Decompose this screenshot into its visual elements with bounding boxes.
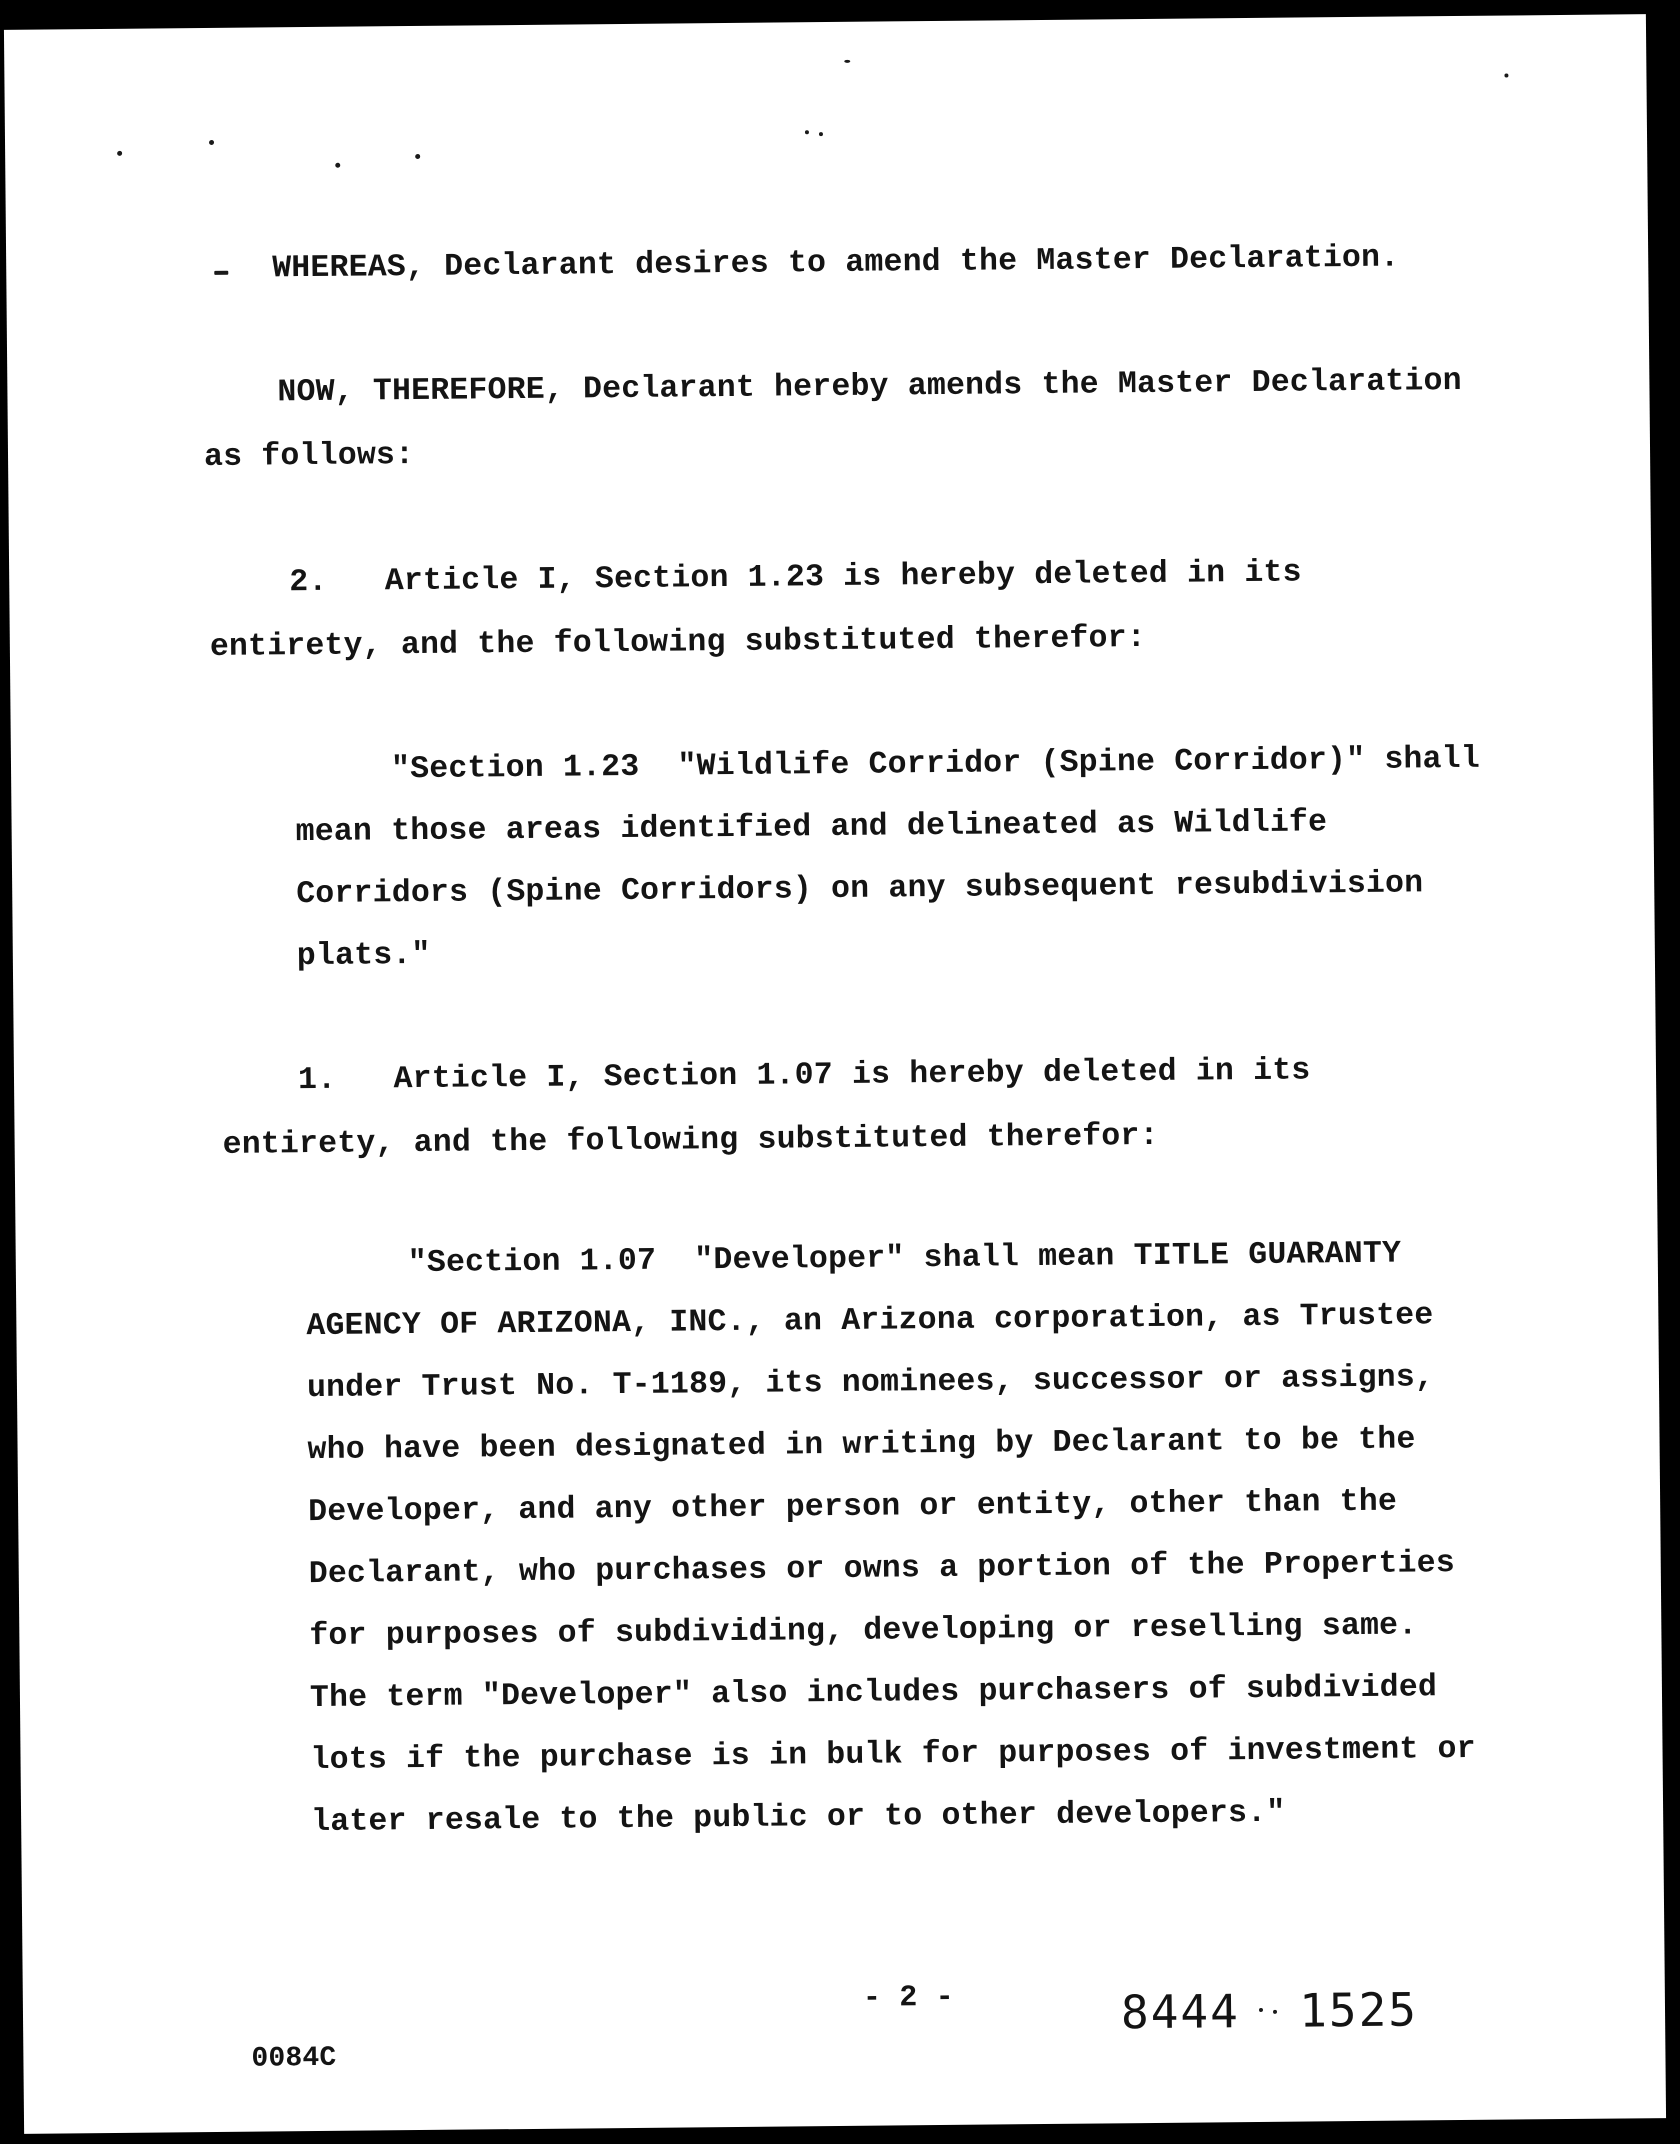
scan-speck [1504,73,1508,77]
section-1-07-line-6: Declarant, who purchases or owns a portion of the Properties [308,1546,1456,1593]
page-number: - 2 - [862,1980,955,2016]
section-1-07-line-9: lots if the purchase is in bulk for purposes of investment or [310,1731,1476,1779]
now-therefore-line-1: NOW, THEREFORE, Declarant hereby amends the Master Declaration [277,363,1462,411]
section-1-23-line-4: plats." [296,937,431,975]
section-1-07-line-4: who have been designated in writing by Declarant to be the [307,1422,1416,1469]
section-1-07-line-7: for purposes of subdividing, developing or reselling same. [309,1608,1418,1655]
now-therefore-line-2: as follows: [203,438,415,476]
scan-speck [844,60,850,63]
document-page [4,14,1666,2134]
section-1-07-line-2: AGENCY OF ARIZONA, INC., an Arizona corporation, as Trustee [306,1298,1434,1345]
section-1-07-line-3: under Trust No. T-1189, its nominees, successor or assigns, [306,1360,1435,1407]
scan-speck [415,154,420,159]
section-1-07-line-1: "Section 1.07 "Developer" shall mean TITLE GUARANTY [407,1236,1402,1282]
item-2-line-1: 2. Article I, Section 1.23 is hereby deleted in its [289,555,1302,601]
section-1-07-line-10: later resale to the public or to other developers." [310,1795,1286,1841]
scan-speck [335,163,340,168]
section-1-23-line-1: "Section 1.23 "Wildlife Corridor (Spine Corridor)" shall [390,741,1481,788]
whereas-clause: WHEREAS, Declarant desires to amend the Master Declaration. [272,240,1400,287]
scan-speck [214,271,228,275]
section-1-23-line-2: mean those areas identified and delineated as Wildlife [295,805,1328,851]
scan-speck [117,151,122,156]
item-2-line-2: entirety, and the following substituted therefor: [209,620,1147,665]
scan-speck [209,140,214,145]
footer-code: 0084C [251,2042,337,2075]
section-1-07-line-8: The term "Developer" also includes purchasers of subdivided [309,1670,1438,1717]
stamp-number: 8444 1525 [1120,1982,1419,2040]
item-1-line-2: entirety, and the following substituted therefor: [222,1118,1159,1163]
scan-speck [819,132,823,136]
scan-speck [805,130,809,134]
section-1-07-line-5: Developer, and any other person or entity, other than the [308,1484,1398,1531]
section-1-23-line-3: Corridors (Spine Corridors) on any subsequent resubdivision [296,866,1424,913]
item-1-line-1: 1. Article I, Section 1.07 is hereby deleted in its [297,1053,1311,1099]
